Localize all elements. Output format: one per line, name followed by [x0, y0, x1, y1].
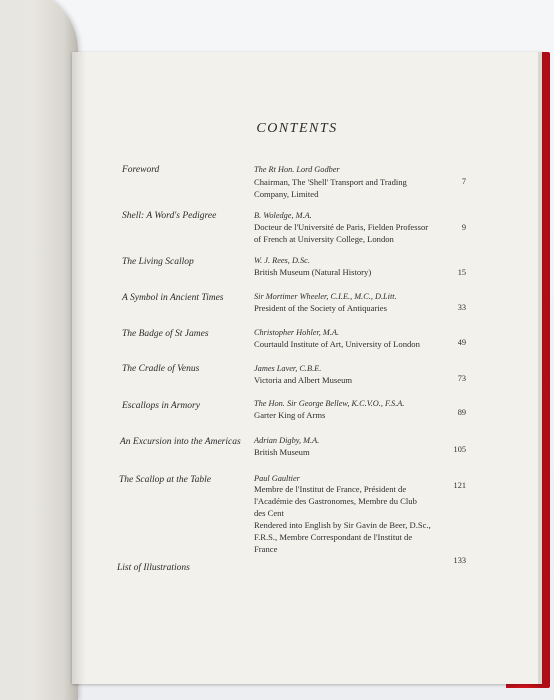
entry-author: Christopher Hohler, M.A.	[254, 328, 340, 337]
contents-heading: CONTENTS	[256, 121, 338, 136]
entry-page-number: 15	[457, 268, 466, 277]
entry-author: B. Woledge, M.A.	[254, 211, 312, 220]
affiliation-line: Victoria and Albert Museum	[254, 375, 353, 385]
affiliation-line: des Cent	[254, 508, 284, 518]
affiliation-line: Company, Limited	[254, 189, 319, 199]
affiliation-line: Rendered into English by Sir Gavin de Beer, D.Sc.,	[254, 520, 431, 530]
entry-author: The Hon. Sir George Bellew, K.C.V.O., F.S.A.	[254, 399, 405, 408]
entry-page-number: 105	[453, 445, 466, 454]
entry-affiliation	[254, 483, 459, 555]
entry-page-number: 121	[453, 481, 466, 490]
entry-page-number: 73	[457, 374, 466, 383]
entry-author: Adrian Digby, M.A.	[254, 436, 320, 445]
entry-title: Foreword	[122, 165, 160, 175]
entry-affiliation	[254, 302, 450, 314]
affiliation-line: Membre de l'Institut de France, Président de	[254, 484, 407, 494]
entry-title: The Badge of St James	[122, 329, 209, 339]
entry-author: The Rt Hon. Lord Godber	[254, 165, 340, 174]
entry-author: James Laver, C.B.E.	[254, 364, 322, 373]
entry-page-number: 49	[457, 338, 466, 347]
affiliation-line: British Museum	[254, 447, 310, 457]
affiliation-line: Docteur de l'Université de Paris, Fielden Professor	[254, 222, 429, 232]
entry-page-number: 33	[457, 303, 466, 312]
entry-title: A Symbol in Ancient Times	[122, 293, 224, 303]
entry-author: Sir Mortimer Wheeler, C.I.E., M.C., D.Litt.	[254, 292, 397, 301]
affiliation-line: British Museum (Natural History)	[254, 267, 372, 277]
entry-title: An Excursion into the Americas	[120, 437, 241, 447]
entry-affiliation	[254, 409, 450, 421]
entry-affiliation	[254, 374, 450, 386]
affiliation-line: l'Académie des Gastronomes, Membre du Club	[254, 496, 417, 506]
affiliation-line: of French at University College, London	[254, 234, 394, 244]
entry-page-number: 89	[457, 408, 466, 417]
entry-title: The Living Scallop	[122, 257, 194, 267]
affiliation-line: France	[254, 544, 278, 554]
entry-affiliation	[254, 446, 450, 458]
entry-page-number: 7	[461, 177, 466, 186]
entry-author: Paul Gaultier	[254, 474, 300, 483]
entry-affiliation	[254, 266, 450, 278]
entry-affiliation	[254, 176, 450, 200]
affiliation-line: F.R.S., Membre Correspondant de l'Institut de	[254, 532, 413, 542]
affiliation-line: Garter King of Arms	[254, 410, 326, 420]
entry-title: The Scallop at the Table	[119, 475, 212, 485]
entry-page-number: 9	[461, 223, 466, 232]
entry-title: List of Illustrations	[117, 563, 190, 573]
entry-page-number: 133	[453, 556, 466, 565]
entry-author: W. J. Rees, D.Sc.	[254, 256, 310, 265]
entry-title: Escallops in Armory	[122, 401, 200, 411]
entry-title: The Cradle of Venus	[122, 364, 200, 374]
entry-title: Shell: A Word's Pedigree	[122, 211, 217, 221]
affiliation-line: Courtauld Institute of Art, University of London	[254, 339, 420, 349]
affiliation-line: Chairman, The 'Shell' Transport and Trading	[254, 177, 407, 187]
affiliation-line: President of the Society of Antiquaries	[254, 303, 387, 313]
